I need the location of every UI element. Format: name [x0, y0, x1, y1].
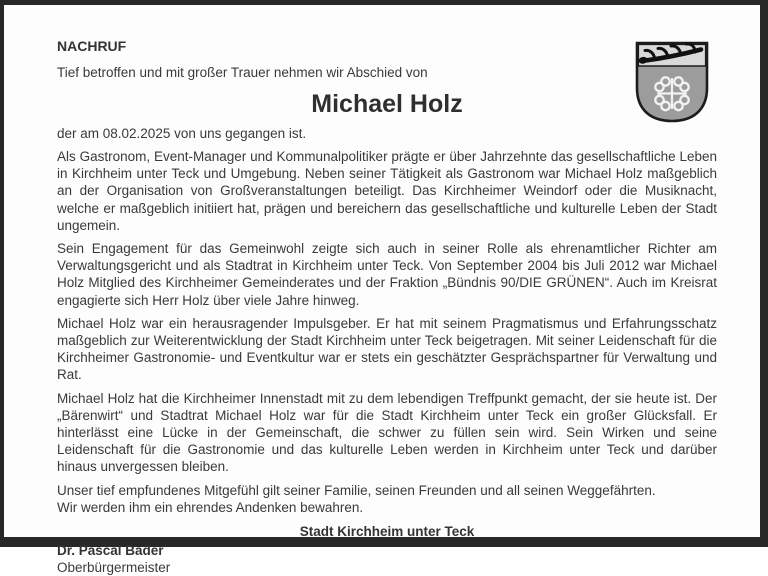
intro-line: Tief betroffen und mit großer Trauer nehmen wir Abschied von [57, 65, 428, 80]
obituary-paragraph: Als Gastronom, Event-Manager und Kommunalpolitiker prägte er über Jahrzehnte das gesellschaftliche Leben in Kirchheim unter Teck und Umgebung. Neben seiner Tätigkeit als Gastronom war Michael Holz maßgeblich an der Organisation von Großveranstaltungen beteiligt. Das Kirchheimer Weindorf oder die Musiknacht, welche er maßgeblich initiiert hat, prägen und bereichern das gesellschaftliche und kulturelle Leben der Stadt ungemein. [57, 149, 717, 233]
remembrance-line: Wir werden ihm ein ehrendes Andenken bewahren. [57, 499, 364, 515]
kirchheim-coat-of-arms [632, 38, 712, 126]
deceased-name: Michael Holz [311, 90, 463, 118]
signatory-title: Oberbürgermeister [57, 560, 171, 576]
obituary-paragraph: Michael Holz war ein herausragender Impulsgeber. Er hat mit seinem Pragmatismus und Erfahrungsschatz maßgeblich zur Weiterentwicklung der Stadt Kirchheim unter Teck beigetragen. Mit seiner Leidenschaft für die Kirchheimer Gastronomie- und Eventkultur war er stets ein geschätzter Gesprächspartner für Verwaltung und Rat. [57, 315, 717, 383]
scroll-cross-pattern [655, 77, 688, 110]
signatory-name: Dr. Pascal Bader [57, 543, 164, 559]
signing-organization: Stadt Kirchheim unter Teck [299, 524, 475, 540]
condolence-line: Unser tief empfundenes Mitgefühl gilt seiner Familie, seinen Freunden und all seinen Weggefährten. [57, 482, 656, 498]
obituary-label: NACHRUF [57, 38, 127, 54]
obituary-paragraph: Michael Holz hat die Kirchheimer Innenstadt mit zu dem lebendigen Treffpunkt gemacht, der sie heute ist. Der „Bärenwirt“ und Stadtrat Michael Holz war für die Stadt Kirchheim unter Teck ein großer Glücksfall. Er hinterlässt eine Lücke in der Gemeinschaft, die schwer zu füllen sein wird. Sein Wirken und seine Leidenschaft für die Gastronomie und das kulturelle Leben werden in Kirchheim unter Teck und darüber hinaus unvergessen bleiben. [57, 390, 717, 475]
obituary-paragraph: Sein Engagement für das Gemeinwohl zeigte sich auch in seiner Rolle als ehrenamtlicher Richter am Verwaltungsgericht und als Stadtrat in Kirchheim unter Teck. Von September 2004 bis Juli 2012 war Michael Holz Mitglied des Kirchheimer Gemeinderates und der Fraktion „Bündnis 90/DIE GRÜNEN“. Auch im Kreisrat engagierte sich Herr Holz über viele Jahre hinweg. [57, 241, 717, 308]
death-date-line: der am 08.02.2025 von uns gegangen ist. [57, 126, 307, 141]
obituary-page [4, 5, 760, 576]
coat-of-arms-icon [632, 38, 712, 126]
